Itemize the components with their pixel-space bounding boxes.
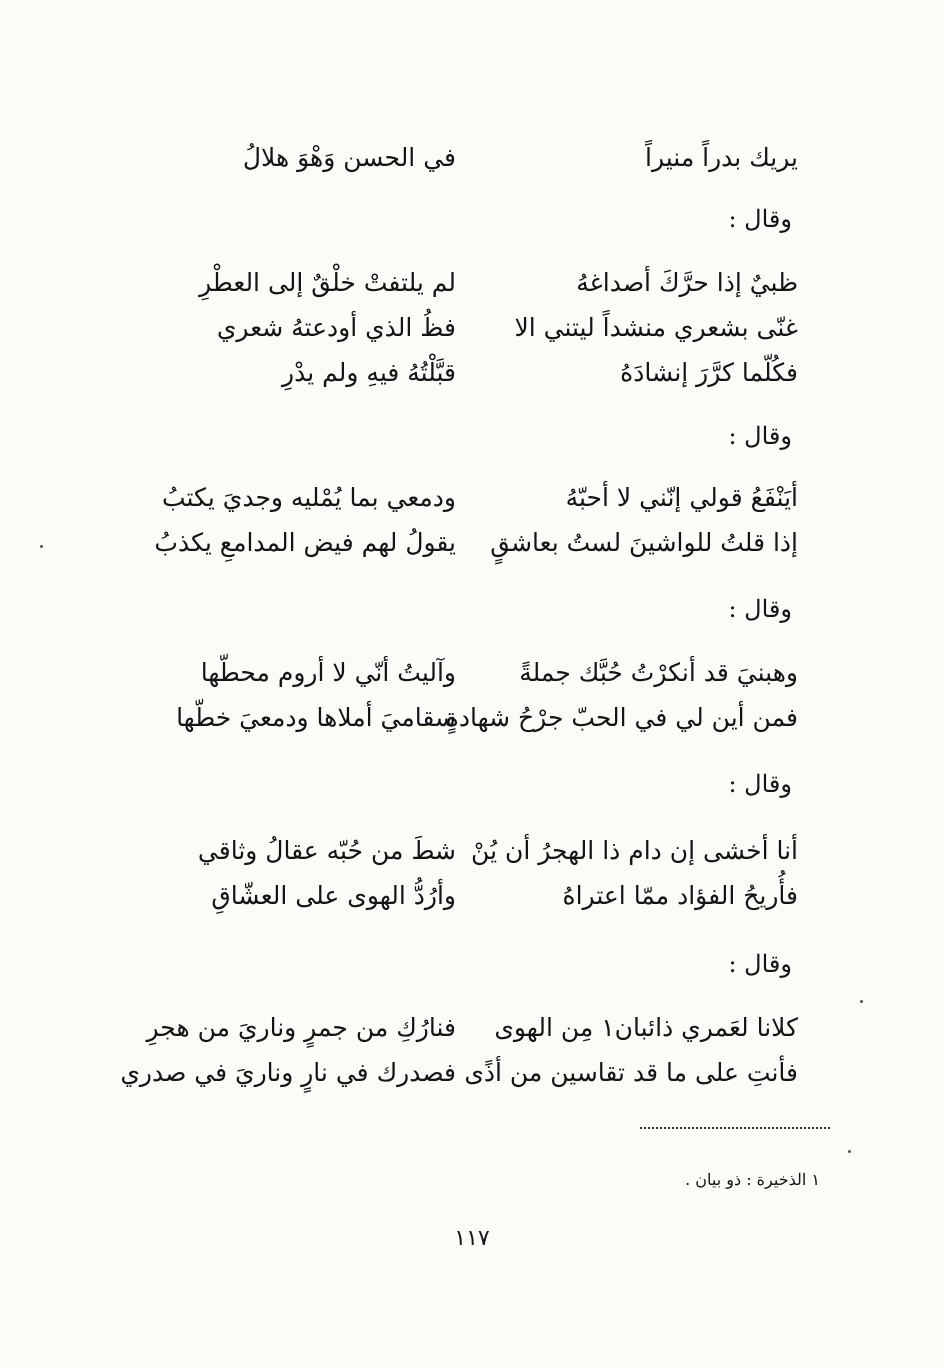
- poem-1-verse-3-left: قبَّلْتُهُ فيهِ ولم يدْرِ: [282, 358, 456, 387]
- poem-3-verse-1-right: وهبنيَ قد أنكرْتُ حُبَّك جملةً: [519, 658, 798, 687]
- verse-0-right: يريك بدراً منيراً: [645, 143, 798, 172]
- poem-4-verse-2-right: فأُريحُ الفؤاد ممّا اعتراهُ: [562, 881, 798, 910]
- poem-2-intro: وقال :: [728, 422, 792, 450]
- poem-2-verse-2-right: إذا قلتُ للواشينَ لستُ بعاشقٍ: [490, 528, 798, 557]
- poem-1-verse-1-left: لم يلتفتْ خلْقٌ إلى العطْرِ: [199, 268, 456, 297]
- footnote: ١ الذخيرة : ذو بيان .: [685, 1170, 820, 1189]
- poem-4-verse-2-left: وأرُدُّ الهوى على العشّاقِ: [211, 881, 456, 910]
- poem-1-verse-3-right: فكُلّما كرَّرَ إنشادَهُ: [620, 358, 798, 387]
- poem-2-verse-1-left: ودمعي بما يُمْليه وجديَ يكتبُ: [161, 483, 456, 512]
- footnote-separator: [640, 1127, 830, 1129]
- poem-5-verse-1-right: كلانا لعَمري ذائبان١ مِن الهوى: [494, 1013, 798, 1042]
- poem-4-intro: وقال :: [728, 770, 792, 798]
- poem-4-verse-1-right: أنا أخشى إن دام ذا الهجرُ أن يُنْ: [471, 836, 798, 865]
- poem-3-intro: وقال :: [728, 595, 792, 623]
- poem-1-verse-2-left: فظُ الذي أودعتهُ شعري: [216, 313, 456, 342]
- scan-speck: [860, 1000, 863, 1003]
- verse-0-left: في الحسن وَهْوَ هلالُ: [242, 143, 456, 172]
- poem-1-verse-1-right: ظبيٌ إذا حرَّكَ أصداغهُ: [576, 268, 798, 297]
- poem-1-verse-2-right: غنّى بشعري منشداً ليتني الا: [514, 313, 798, 342]
- poem-4-verse-1-left: شطَ من حُبّه عقالُ وثاقي: [197, 836, 456, 865]
- poem-5-intro: وقال :: [728, 950, 792, 978]
- poem-3-verse-2-right: فمن أين لي في الحبّ جرْحُ شهادةٍ: [445, 703, 798, 732]
- poem-3-verse-1-left: وآليتُ أنّي لا أروم محطّها: [200, 658, 456, 687]
- scan-speck: [40, 545, 43, 548]
- poem-5-verse-2-left: فصدرك في نارٍ وناريَ في صدري: [120, 1058, 456, 1087]
- poem-5-verse-1-left: فنارُكِ من جمرٍ وناريَ من هجرِ: [146, 1013, 456, 1042]
- scan-speck: [848, 1150, 851, 1153]
- poem-3-verse-2-left: سقاميَ أملاها ودمعيَ خطّها: [176, 703, 456, 732]
- poem-5-verse-2-right: فأنتِ على ما قد تقاسين من أذًى: [464, 1058, 798, 1087]
- poem-2-verse-1-right: أيَنْفَعُ قولي إنّني لا أحبّهُ: [565, 483, 798, 512]
- poem-1-intro: وقال :: [728, 205, 792, 233]
- poem-2-verse-2-left: يقولُ لهم فيض المدامعِ يكذبُ: [154, 528, 456, 557]
- page-number: ١١٧: [454, 1226, 490, 1251]
